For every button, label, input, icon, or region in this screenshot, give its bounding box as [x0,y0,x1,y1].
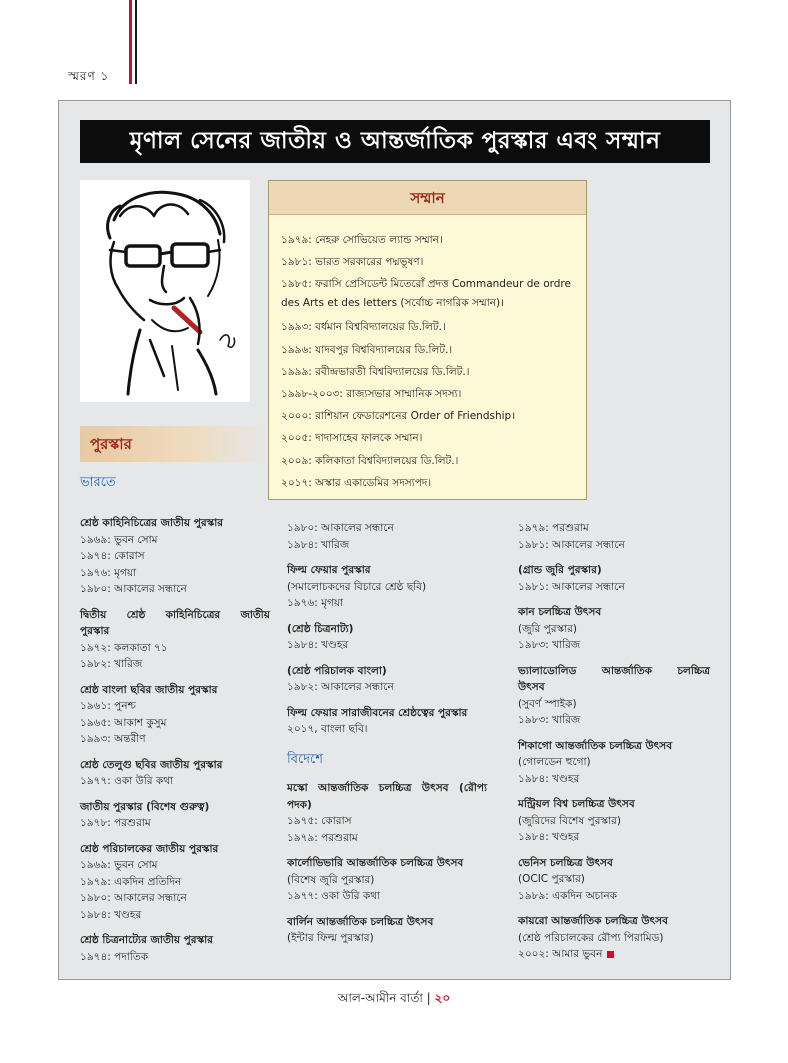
honor-item: ১৯৯৬: যাদবপুর বিশ্ববিদ্যালয়ের ডি.লিট.। [281,343,453,356]
award-group-title: বার্লিন আন্তর্জাতিক চলচ্চিত্র উৎসব [287,915,434,928]
award-group-subtitle: (জুরিদের বিশেষ পুরস্কার) [518,814,621,827]
award-group [518,604,710,654]
award-group [287,705,487,738]
award-group-title: শ্রেষ্ঠ চিত্রনাট্যের জাতীয় পুরস্কার [80,934,213,946]
honor-item: ১৯৮৫: ফরাসি প্রেসিডেন্ট মিতেরোঁ প্রদত্ত Commandeur de ordre des Arts et des letters (সর্বোচ্চ নাগরিক সম্মান)। [281,278,571,310]
award-item [80,907,270,924]
award-group-title: শ্রেষ্ঠ বাংলা ছবির জাতীয় পুরস্কার [80,683,218,696]
page-title: মৃণাল সেনের জাতীয় ও আন্তর্জাতিক পুরস্কার এবং সম্মান [80,120,710,163]
award-group [80,757,270,790]
india-heading: ভারতে [80,475,116,490]
award-item-text: ১৯৭৯: পরশুরাম [287,831,358,844]
header-black-rule [135,0,137,84]
honor-item: ২০০০: রাশিয়ান ফেডারেশনের Order of Friendship। [281,410,516,423]
award-item-text: ১৯৬৯: ভুবন সোম [80,533,158,546]
award-item-text: ১৯৮৪: খণ্ডহর [287,639,349,651]
award-item-text: ১৯৮০: আকালের সন্ধানে [80,583,187,595]
award-item [518,579,710,596]
award-item [518,712,710,729]
award-item-text: ১৯৮২: আকালের সন্ধানে [287,681,394,693]
award-group-title: দ্বিতীয় শ্রেষ্ঠ কাহিনিচিত্রের জাতীয় [80,608,270,621]
award-item-text: ১৯৭৬: মৃগয়া [80,566,137,579]
award-item [80,773,270,790]
award-item [80,656,270,673]
award-item [80,874,270,891]
award-item [80,731,270,748]
award-group-title-cont: পদক) [287,798,312,811]
award-item [287,721,487,738]
honor-item: ২০০৫: দাদাসাহেব ফালকে সম্মান। [281,432,423,445]
awards-column-3 [518,520,710,972]
award-item-text: ১৯৮৪: খারিজ [287,538,350,551]
award-item-text: ২০০২: আমার ভুবন [518,948,603,960]
award-group [518,796,710,846]
award-item-text: ১৯৭৯: পরশুরাম [518,522,589,534]
award-group-title: মস্কো আন্তর্জাতিক চলচ্চিত্র উৎসব (রৌপ্য [287,782,487,794]
header-red-rule [129,0,132,84]
honor-item: ১৯৮১: ভারত সরকারের পদ্মভূষণ। [281,256,424,269]
award-item-text: ১৯৮৩: খারিজ [518,714,581,726]
award-item-text: ১৯৮৩: খারিজ [518,639,581,651]
award-group [80,932,270,965]
award-item [287,595,487,612]
award-group-title: মন্ট্রিয়ল বিশ্ব চলচ্চিত্র উৎসব [518,798,635,810]
award-item [80,815,270,832]
awards-heading: পুরস্কার [80,426,268,462]
award-group-title-cont: পুরস্কার [80,625,110,637]
award-item-text: ২০১৭, বাংলা ছবি। [287,723,368,735]
award-group-title: ভেনিস চলচ্চিত্র উৎসব [518,856,613,869]
award-group-title: ফিল্ম ফেয়ার পুরস্কার [287,564,371,576]
award-group [80,799,270,832]
award-item-text: ১৯৭৪: কোরাস [80,550,145,562]
page-footer [0,990,788,1010]
award-group-title-cont: উৎসব [518,681,545,693]
portrait-sketch [80,180,250,402]
award-group-title: (গ্রান্ড জুরি পুরস্কার) [518,564,602,576]
award-item [80,581,270,598]
honor-item: ১৯৭৯: নেহরু সোভিয়েত ল্যান্ড সম্মান। [281,234,443,246]
award-group [518,520,710,553]
award-item-text: ১৯৮১: আকালের সন্ধানে [518,580,625,593]
honor-item: ১৯৯৩: বর্ধমান বিশ্ববিদ্যালয়ের ডি.লিট.। [281,321,446,334]
honor-item: ১৯৯৮-২০০৩: রাজ্যসভার সাম্মানিক সদস্য। [281,388,462,401]
award-group [80,682,270,748]
award-group [287,855,487,905]
honor-item: ২০০৯: কলিকাতা বিশ্ববিদ্যালয়ের ডি.লিট.। [281,454,459,467]
portrait-sketch-drawing [80,180,250,402]
award-group-title: কায়রো আন্তর্জাতিক চলচ্চিত্র উৎসব [518,915,668,927]
award-item [287,637,487,654]
award-group-title: শ্রেষ্ঠ পরিচালকের জাতীয় পুরস্কার [80,842,219,855]
award-group-subtitle: (বিশেষ জুরি পুরস্কার) [287,873,375,886]
award-group [287,663,487,696]
award-item [518,520,710,537]
award-item [287,813,487,830]
award-item [287,537,487,554]
award-group [287,914,487,947]
footer-publication: আল-আমীন বার্তা [337,991,423,1005]
honor-item: ২০১৭: অস্কার একাডেমির সদস্যপদ। [281,476,432,489]
award-item [80,857,270,874]
awards-column-2-india [287,520,487,738]
award-group [518,562,710,595]
award-group [80,841,270,924]
award-item-text: ১৯৮৯: একদিন অচানক [518,889,618,902]
award-group [287,520,487,553]
award-item-text: ১৯৮৪: খণ্ডহর [518,831,580,843]
award-item-text: ১৯৮৪: খণ্ডহর [80,908,142,921]
award-item-text: ১৯৮০: আকালের সন্ধানে [287,522,394,534]
award-group-title: শ্রেষ্ঠ কাহিনিচিত্রের জাতীয় পুরস্কার [80,517,224,529]
award-item-text: ১৯৮০: আকালের সন্ধানে [80,892,187,904]
award-item [518,946,710,963]
award-item [287,888,487,905]
award-item-text: ১৯৭৬: মৃগয়া [287,597,344,609]
honors-box [268,180,587,500]
award-group-title: শ্রেষ্ঠ তেলুগু ছবির জাতীয় পুরস্কার [80,758,223,771]
award-group-subtitle: (OCIC পুরস্কার) [518,873,585,885]
honors-heading: সম্মান [269,181,586,215]
award-group-title: (শ্রেষ্ঠ পরিচালক বাংলা) [287,664,387,677]
awards-column-2 [287,520,487,956]
award-item [518,888,710,905]
award-group-title: কার্লোভিভারি আন্তর্জাতিক চলচ্চিত্র উৎসব [287,857,464,869]
award-group [518,738,710,788]
award-item [518,637,710,654]
award-item-text: ১৯৮৪: খণ্ডহর [518,772,580,785]
award-item-text: ১৯৮২: খারিজ [80,658,143,670]
award-item [80,949,270,966]
section-label: স্মরণ ১ [68,69,110,83]
award-item [518,537,710,554]
award-item-text: ১৯৭৭: ওকা উরি কথা [80,775,174,787]
award-group [80,515,270,598]
award-group [287,780,487,846]
award-group [518,913,710,963]
award-item [80,548,270,565]
footer-page-number: ২০ [434,991,451,1005]
award-item [80,532,270,549]
award-group-subtitle: (সুবর্ণ স্পাইক) [518,697,577,710]
award-group [518,855,710,905]
award-group-title: জাতীয় পুরস্কার (বিশেষ গুরুত্ব) [80,800,210,813]
award-group-title: (শ্রেষ্ঠ চিত্রনাট্য) [287,622,354,635]
foreign-heading: বিদেশে [287,751,323,767]
award-item [80,565,270,582]
award-group-subtitle: (জুরি পুরস্কার) [518,622,577,635]
award-group-title: ফিল্ম ফেয়ার সারাজীবনের শ্রেষ্ঠত্বের পুরস্কার [287,706,468,719]
award-item-text: ১৯৬১: পুনশ্চ [80,700,136,712]
award-group-title: ভ্যালাডোলিড আন্তর্জাতিক চলচ্চিত্র [518,664,710,677]
award-item [80,640,270,657]
footer-separator: | [426,991,431,1005]
awards-column-1 [80,515,270,974]
award-item [518,829,710,846]
honors-list [269,215,586,494]
award-item-text: ১৯৮১: আকালের সন্ধানে [518,538,625,551]
award-group-subtitle: (গোলডেন হুগো) [518,756,591,768]
award-item-text: ১৯৭৫: কোরাস [287,815,352,827]
award-item-text: ১৯৬৯: ভুবন সোম [80,859,158,871]
award-item-text: ১৯৭৮: পরশুরাম [80,817,151,829]
award-item [287,520,487,537]
award-item [80,715,270,732]
award-item-text: ১৯৯৩: অন্তরীণ [80,733,146,745]
award-group-title: কান চলচ্চিত্র উৎসব [518,606,602,618]
award-item [287,679,487,696]
award-item-text: ১৯৭৯: একদিন প্রতিদিন [80,875,182,888]
award-group [287,621,487,654]
award-group-subtitle: (শ্রেষ্ঠ পরিচালকের রৌপ্য পিরামিড) [518,931,664,944]
honor-item: ১৯৯৯: রবীন্দ্রভারতী বিশ্ববিদ্যালয়ের ডি.লিট.। [281,365,470,378]
award-group-subtitle: (সমালোচকদের বিচারে শ্রেষ্ঠ ছবি) [287,580,427,593]
award-item [518,771,710,788]
award-item-text: ১৯৭৪: পদাতিক [80,950,149,963]
awards-column-2-foreign [287,780,487,947]
award-group-subtitle: (ইন্টার ফিল্ম পুরস্কার) [287,932,374,944]
award-item-text: ১৯৭৭: ওকা উরি কথা [287,890,381,902]
award-group-title: শিকাগো আন্তর্জাতিক চলচ্চিত্র উৎসব [518,739,673,752]
end-square-icon [607,951,614,958]
award-group [80,607,270,673]
award-item [80,890,270,907]
award-item [287,830,487,847]
award-item [80,698,270,715]
award-group [518,663,710,729]
award-item-text: ১৯৬৫: আকাশ কুসুম [80,716,167,729]
award-group [287,562,487,612]
award-item-text: ১৯৭২: কলকাতা ৭১ [80,641,168,654]
